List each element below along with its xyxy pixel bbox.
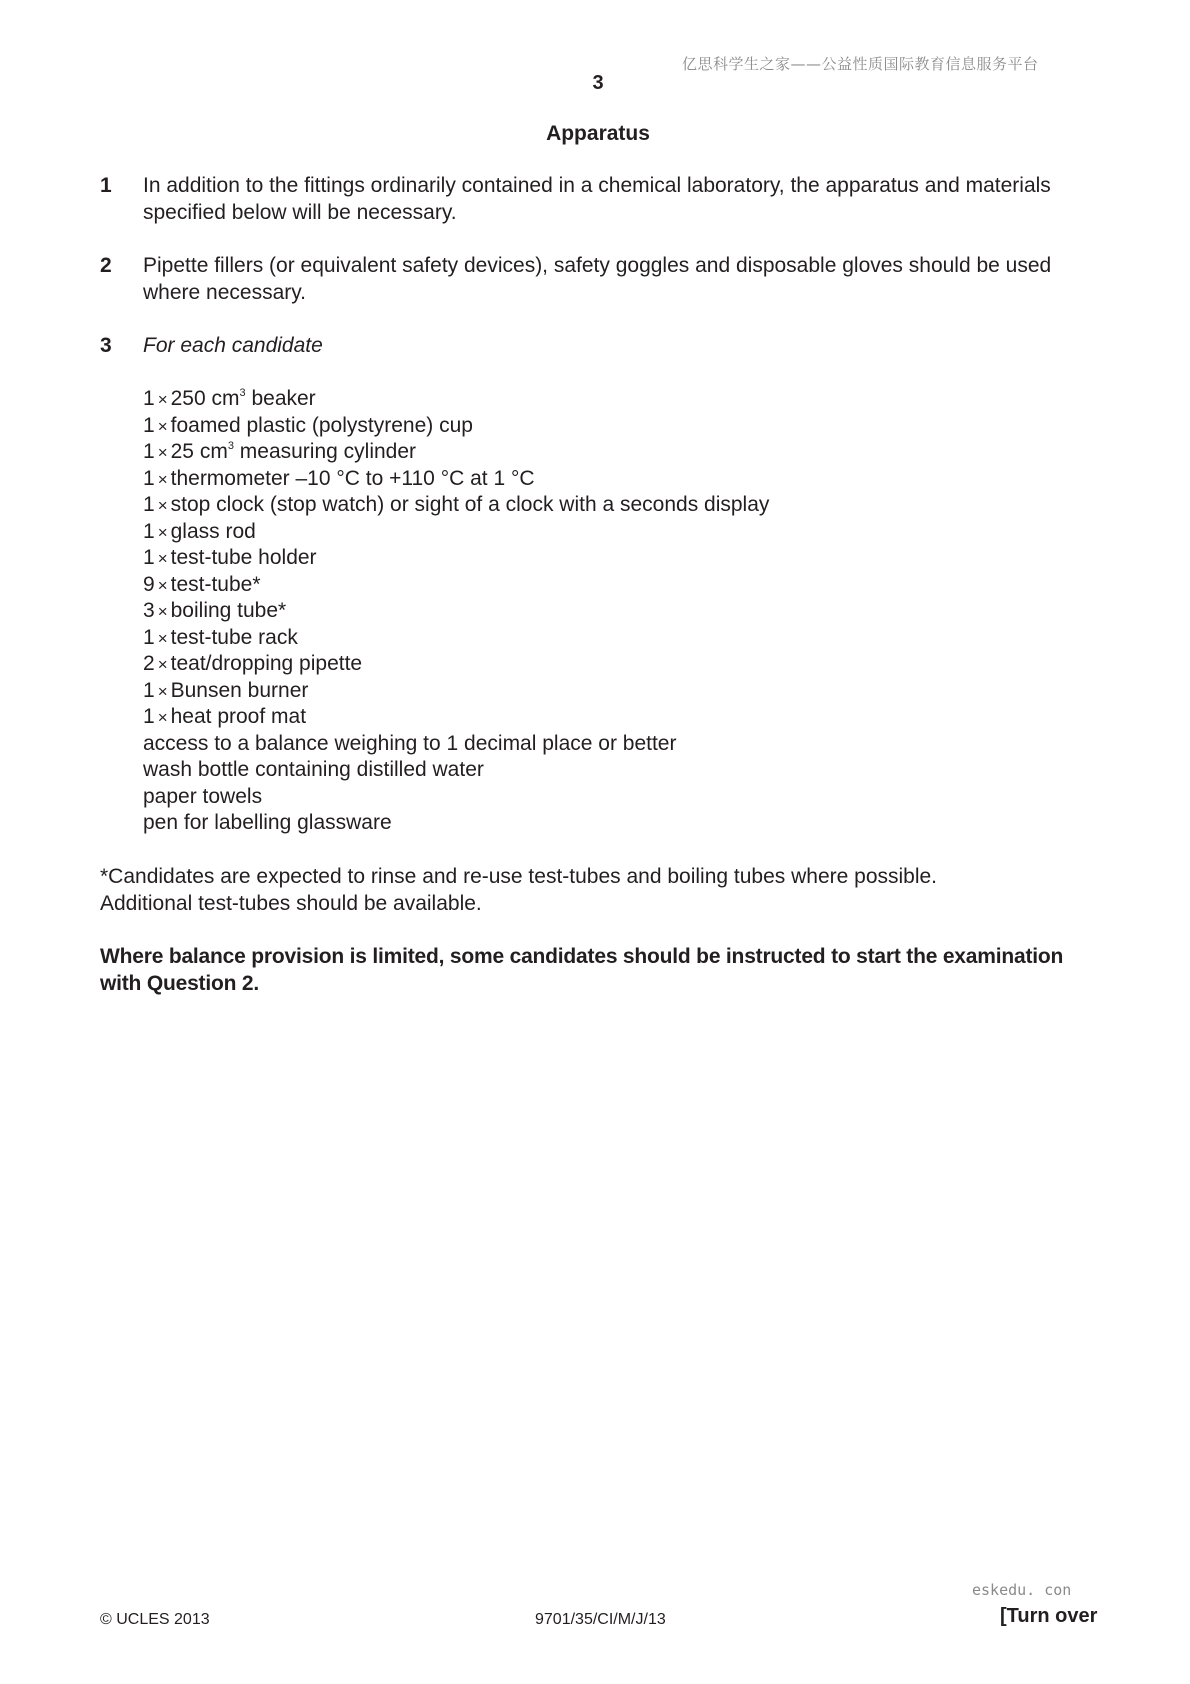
item-text: In addition to the fittings ordinarily contained in a chemical laboratory, the apparatus and materials specified below will be necessary. [143,174,1051,224]
list-item [143,651,769,678]
list-item-text: thermometer –10 °C to +110 °C at 1 °C [170,466,535,490]
list-item-text: boiling tube* [170,599,287,622]
list-item-quantity: 1 [143,413,155,437]
unit-superscript: 3 [239,387,246,399]
times-symbol: × [157,416,168,436]
list-item-quantity: 1 [143,546,155,569]
instruction-item-1 [100,173,1100,226]
paper-code: 9701/35/CI/M/J/13 [535,1611,666,1628]
unit-superscript: 3 [227,440,234,452]
list-item [143,810,769,837]
list-item-quantity: 1 [143,466,155,490]
list-item-text: test-tube* [170,572,261,596]
list-item-text: foamed plastic (polystyrene) cup [170,413,473,437]
list-item-quantity: 2 [143,652,155,675]
list-item-text: Bunsen burner [170,678,309,702]
list-item-text: stop clock (stop watch) or sight of a clock with a seconds display [170,493,770,516]
watermark-header: 亿思科学生之家——公益性质国际教育信息服务平台 [682,55,1039,73]
times-symbol: × [157,549,168,568]
item-text: For each candidate [143,334,323,357]
apparatus-list [143,386,769,837]
list-item [143,386,769,413]
list-item-quantity: 1 [143,519,155,543]
times-symbol: × [157,655,168,674]
list-item [143,598,769,625]
list-item [143,731,769,758]
item-number: 1 [100,174,112,197]
list-item [143,439,769,466]
list-item [143,519,769,546]
list-item-text: test-tube holder [170,546,317,569]
list-item-quantity: 1 [143,440,155,463]
instruction-item-3 [100,333,1100,360]
list-item-text: pen for labelling glassware [143,811,392,834]
list-item [143,492,769,519]
list-item [143,757,769,784]
footnote-line: Additional test-tubes should be available. [100,891,482,915]
times-symbol: × [157,390,168,409]
list-item [143,466,769,493]
times-symbol: × [157,681,168,701]
times-symbol: × [157,602,168,621]
instruction-item-2 [100,253,1100,306]
item-number: 2 [100,254,112,277]
list-item-quantity: 1 [143,705,155,728]
times-symbol: × [157,522,168,542]
list-item-quantity: 9 [143,572,155,596]
list-item [143,545,769,572]
list-item-text-suffix: beaker [245,387,316,410]
list-item [143,413,769,440]
section-heading: Apparatus [546,122,650,145]
list-item-text: paper towels [143,784,263,808]
times-symbol: × [157,628,168,648]
list-item-text: 25 cm [170,440,228,463]
list-item [143,625,769,652]
list-item-text: access to a balance weighing to 1 decimal place or better [143,731,677,755]
list-item [143,784,769,811]
list-item-quantity: 1 [143,678,155,702]
list-item-text: wash bottle containing distilled water [143,758,484,781]
times-symbol: × [157,575,168,595]
times-symbol: × [157,708,168,727]
times-symbol: × [157,496,168,515]
list-item-text: heat proof mat [170,705,307,728]
page-number: 3 [592,72,604,94]
item-text: Pipette fillers (or equivalent safety devices), safety goggles and disposable gloves should be used where necessary. [143,254,1052,304]
list-item [143,704,769,731]
copyright: © UCLES 2013 [100,1611,210,1628]
list-item-quantity: 1 [143,493,155,516]
watermark-footer: eskedu. con [972,1581,1072,1599]
list-item-text: glass rod [170,519,256,543]
footnote [100,864,1100,917]
list-item-quantity: 3 [143,599,155,622]
list-item-text: 250 cm [170,387,240,410]
item-number: 3 [100,334,112,357]
list-item-text: teat/dropping pipette [170,652,363,675]
list-item [143,678,769,705]
list-item [143,572,769,599]
turn-over: [Turn over [1000,1605,1098,1627]
list-item-text: test-tube rack [170,625,298,649]
balance-note: Where balance provision is limited, some candidates should be instructed to start the examination with Question 2. [100,945,1064,995]
footnote-line: *Candidates are expected to rinse and re-use test-tubes and boiling tubes where possible. [100,865,938,888]
times-symbol: × [157,443,168,462]
list-item-quantity: 1 [143,625,155,649]
list-item-text-suffix: measuring cylinder [233,440,417,463]
times-symbol: × [157,469,168,489]
list-item-quantity: 1 [143,387,155,410]
